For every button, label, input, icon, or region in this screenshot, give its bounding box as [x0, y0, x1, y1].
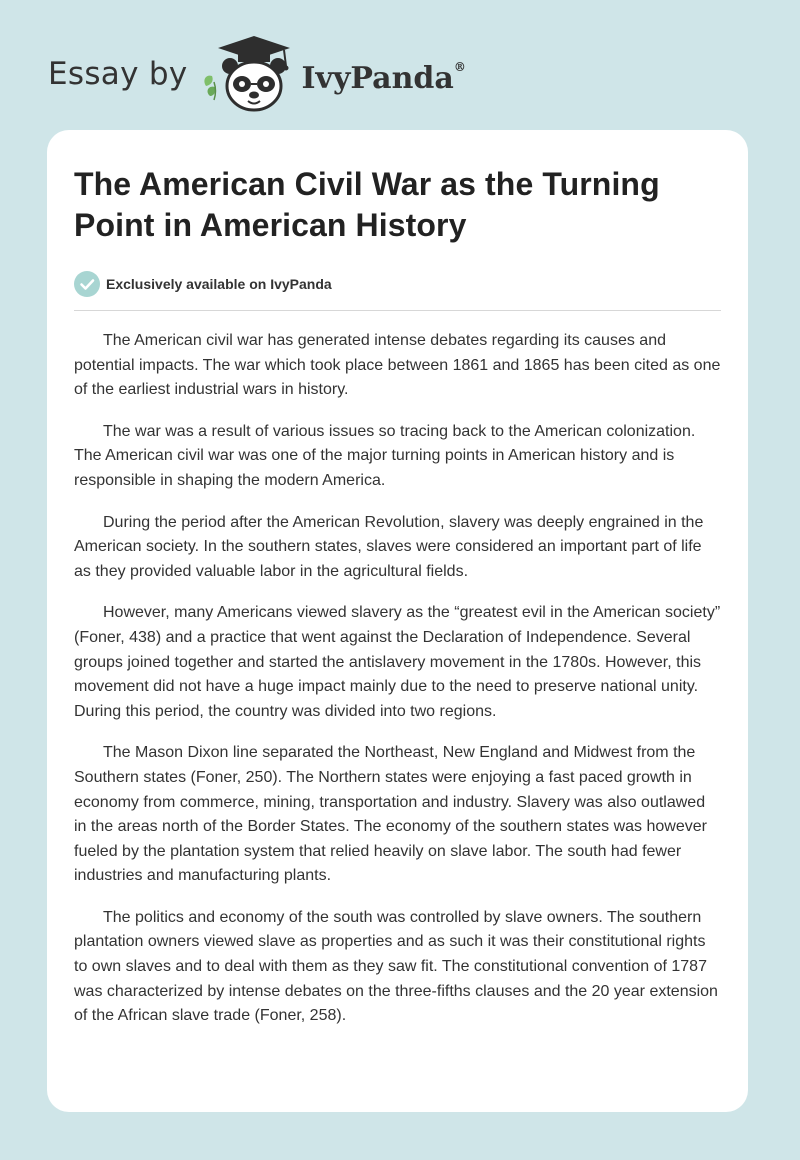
exclusive-badge-label: Exclusively available on IvyPanda [106, 276, 332, 292]
paragraph: The politics and economy of the south was controlled by slave owners. The southern plantation owners viewed slave as properties and as such it was their constitutional rights to own slaves and to deal with them as they saw fit. The constitutional convention of 1787 was characterized by intense debates on the three-fifths clauses and the 20 year extension of the African slave trade (Foner, 258). [74, 908, 718, 1025]
ivy-leaf-icon [204, 76, 215, 100]
paragraph: The Mason Dixon line separated the Northeast, New England and Midwest from the Southern states (Foner, 250). The Northern states were enjoying a fast paced growth in economy from commerce, mining, transportation and industry. Slavery was also outlawed in the areas north of the Border States. The economy of the southern states was however fueled by the plantation system that relied heavily on slave labor. The south had fewer industries and manufacturing plants. [74, 744, 707, 885]
exclusive-badge [74, 270, 721, 298]
trademark-symbol: ® [453, 59, 466, 74]
site-header [48, 34, 466, 114]
divider [74, 310, 721, 311]
paragraph: However, many Americans viewed slavery as the “greatest evil in the American society” (Foner, 438) and a practice that went against the Declaration of Independence. Several groups joined together and started the antislavery movement in the 1780s. However, this movement did not have a huge impact mainly due to the need to preserve national unity. During this period, the country was divided into two regions. [74, 604, 721, 720]
paragraph: During the period after the American Revolution, slavery was deeply engrained in the American society. In the southern states, slaves were considered an important part of life as they provided valuable labor in the agricultural fields. [74, 513, 704, 580]
brand-name[interactable] [302, 61, 466, 96]
page-title: The American Civil War as the Turning Point in American History [74, 166, 660, 243]
paragraph: The American civil war has generated intense debates regarding its causes and potential impacts. The war which took place between 1861 and 1865 has been cited as one of the earliest industrial wars in history. [74, 332, 721, 399]
essay-card [47, 130, 748, 1112]
essay-by-label: Essay by [48, 56, 188, 92]
panda-graduation-cap-icon[interactable] [202, 34, 298, 114]
essay-body [74, 329, 721, 1029]
check-circle-icon [74, 271, 100, 297]
brand-label: IvyPanda [301, 60, 454, 96]
paragraph: The war was a result of various issues so tracing back to the American colonization. The American civil war was one of the major turning points in American history and is responsible in shaping the modern America. [74, 422, 696, 489]
